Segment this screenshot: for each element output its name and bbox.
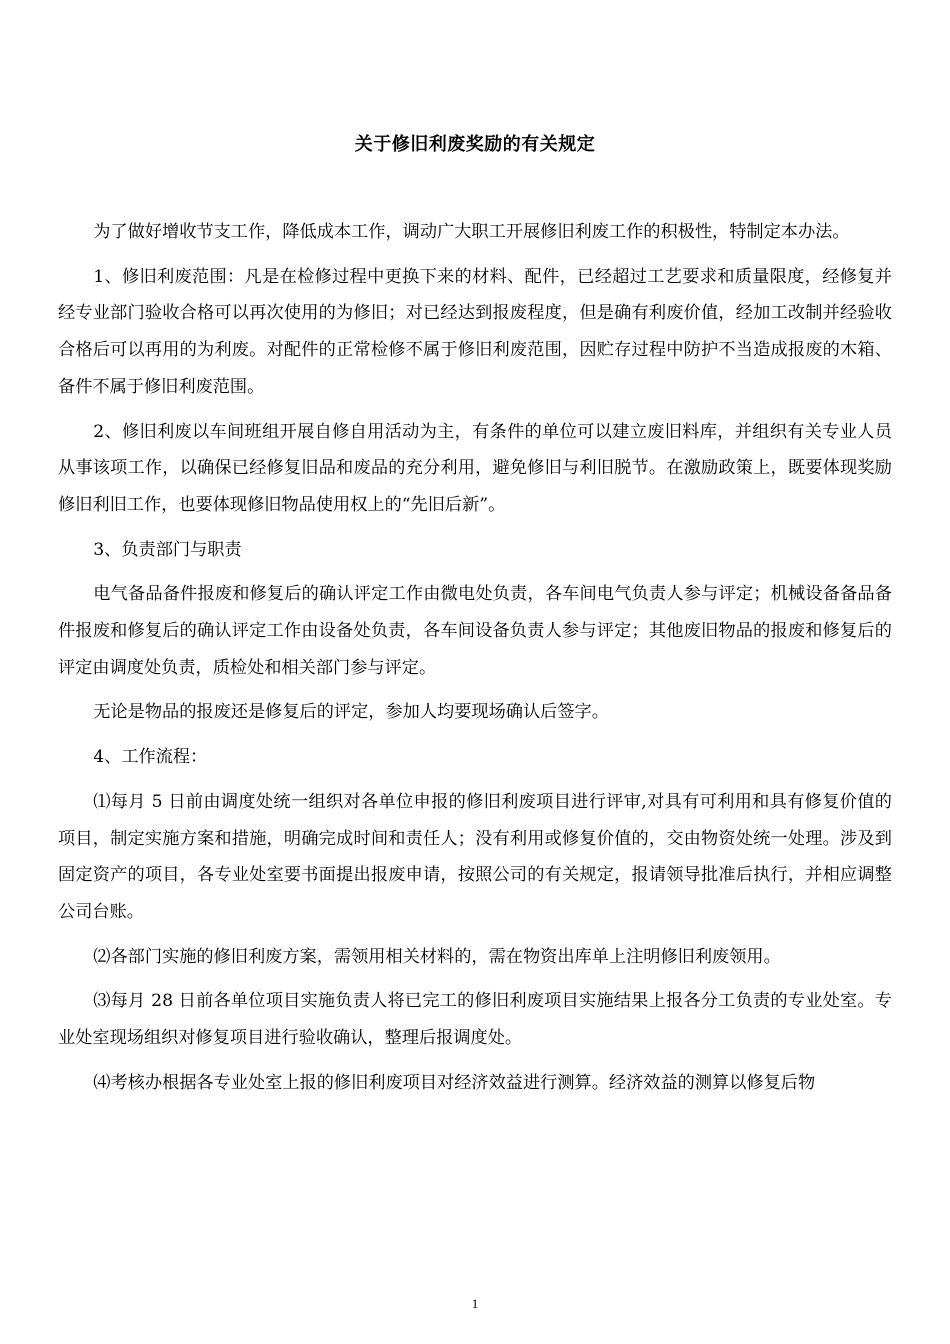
page-number: 1 [471, 1296, 479, 1311]
paragraph-responsibility-detail: 电气备品备件报废和修复后的确认评定工作由微电处负责，各车间电气负责人参与评定；机械设备备品备件报废和修复后的确认评定工作由设备处负责，各车间设备负责人参与评定；其他废旧物品的报废和修复后的评定由调度处负责，质检处和相关部门参与评定。 [58, 584, 892, 678]
paragraph-intro: 为了做好增收节支工作，降低成本工作，调动广大职工开展修旧利废工作的积极性，特制定本办法。 [93, 222, 850, 242]
paragraph-workflow-step-2: ⑵各部门实施的修旧利废方案，需领用相关材料的，需在物资出库单上注明修旧利废领用。 [93, 946, 781, 967]
paragraph-scope: 1、修旧利废范围：凡是在检修过程中更换下来的材料、配件，已经超过工艺要求和质量限度，经修复并经专业部门验收合格可以再次使用的为修旧；对已经达到报废程度，但是确有利废价值，经加工改制并经验收合格后可以再用的为利废。对配件的正常检修不属于修旧利废范围，因贮存过程中防护不当造成报废的木箱、备件不属于修旧利废范围。 [58, 266, 892, 397]
document-title: 关于修旧利废奖励的有关规定 [354, 134, 596, 155]
paragraph-responsibility-heading: 3、负责部门与职责 [93, 539, 242, 560]
paragraph-signature-rule: 无论是物品的报废还是修复后的评定，参加人均要现场确认后签字。 [93, 702, 609, 723]
paragraph-workflow-heading: 4、工作流程： [93, 747, 208, 768]
document-body [58, 214, 892, 1109]
paragraph-workflow-step-3: ⑶每月 28 日前各单位项目实施负责人将已完工的修旧利废项目实施结果上报各分工负责的专业处室。专业处室现场组织对修复项目进行验收确认，整理后报调度处。 [58, 991, 892, 1049]
paragraph-workflow-step-1: ⑴每月 5 日前由调度处统一组织对各单位申报的修旧利废项目进行评审,对具有可利用和具有修复价值的项目，制定实施方案和措施，明确完成时间和责任人；没有利用或修复价值的，交由物资处统一处理。涉及到固定资产的项目，各专业处室要书面提出报废申请，按照公司的有关规定，报请领导批准后执行，并相应调整公司台账。 [58, 791, 892, 922]
paragraph-workflow-step-4: ⑷考核办根据各专业处室上报的修旧利废项目对经济效益进行测算。经济效益的测算以修复后物 [93, 1072, 816, 1093]
paragraph-self-repair: 2、修旧利废以车间班组开展自修自用活动为主，有条件的单位可以建立废旧料库，并组织有关专业人员从事该项工作，以确保已经修复旧品和废品的充分利用，避免修旧与利旧脱节。在激励政策上，既要体现奖励修旧利旧工作，也要体现修旧物品使用权上的“先旧后新”。 [58, 421, 892, 515]
